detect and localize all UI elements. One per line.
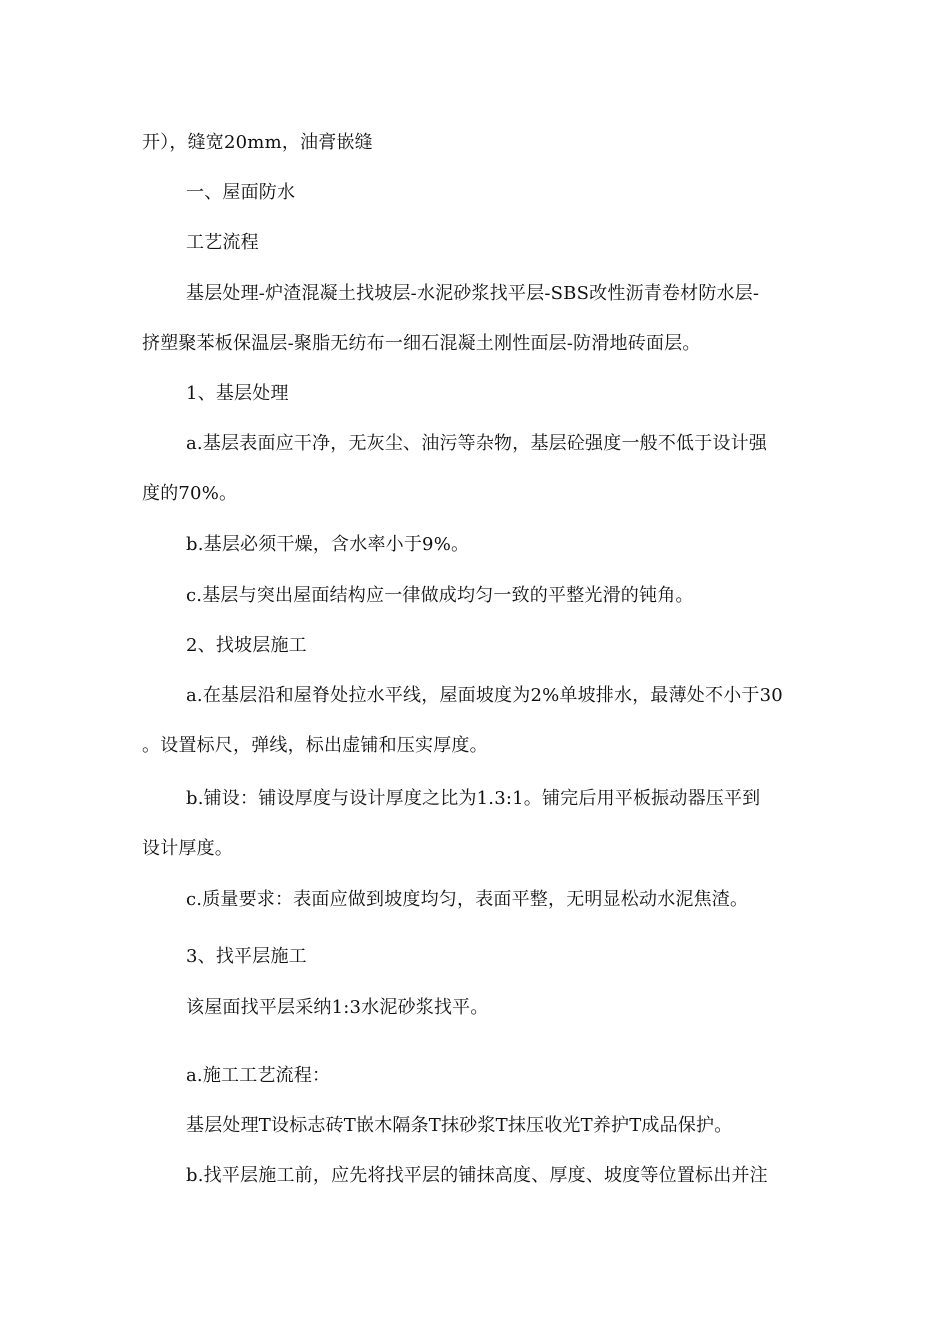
text-line-8: 度的70%。 [142,483,238,504]
text-line-13: 。设置标尺，弹线，标出虚铺和压实厚度。 [142,735,488,756]
text-line-14: b.铺设：铺设厚度与设计厚度之比为1.3:1。铺完后用平板振动器压平到 [186,788,761,809]
text-line-19: a.施工工艺流程： [186,1065,331,1086]
text-line-16: c.质量要求：表面应做到坡度均匀，表面平整，无明显松动水泥焦渣。 [186,889,749,910]
text-line-5: 挤塑聚苯板保温层-聚脂无纺布一细石混凝土刚性面层-防滑地砖面层。 [142,333,701,354]
section-heading-roof-waterproofing: 一、屋面防水 [186,182,296,203]
text-line-18: 该屋面找平层采纳1:3水泥砂浆找平。 [186,997,489,1018]
text-line-9: b.基层必须干燥，含水率小于9%。 [186,534,470,555]
text-line-12: a.在基层沿和屋脊处拉水平线，屋面坡度为2%单坡排水，最薄处不小于30 [186,685,783,706]
text-line-15: 设计厚度。 [142,838,233,859]
text-line-1: 开），缝宽20mm，油膏嵌缝 [142,132,373,153]
text-line-7: a.基层表面应干净，无灰尘、油污等杂物，基层砼强度一般不低于设计强 [186,433,768,454]
subheading-leveling-layer: 3、找平层施工 [186,946,307,967]
subheading-process-flow: 工艺流程 [186,232,259,253]
text-line-10: c.基层与突出屋面结构应一律做成均匀一致的平整光滑的钝角。 [186,585,694,606]
text-line-4: 基层处理-炉渣混凝土找坡层-水泥砂浆找平层-SBS改性沥青卷材防水层- [186,283,760,304]
subheading-base-treatment: 1、基层处理 [186,383,289,404]
subheading-slope-layer: 2、找坡层施工 [186,635,307,656]
text-line-20: 基层处理T设标志砖T嵌木隔条T抹砂浆T抹压收光T养护T成品保护。 [186,1115,733,1136]
text-line-21: b.找平层施工前，应先将找平层的铺抹高度、厚度、坡度等位置标出并注 [186,1165,768,1186]
